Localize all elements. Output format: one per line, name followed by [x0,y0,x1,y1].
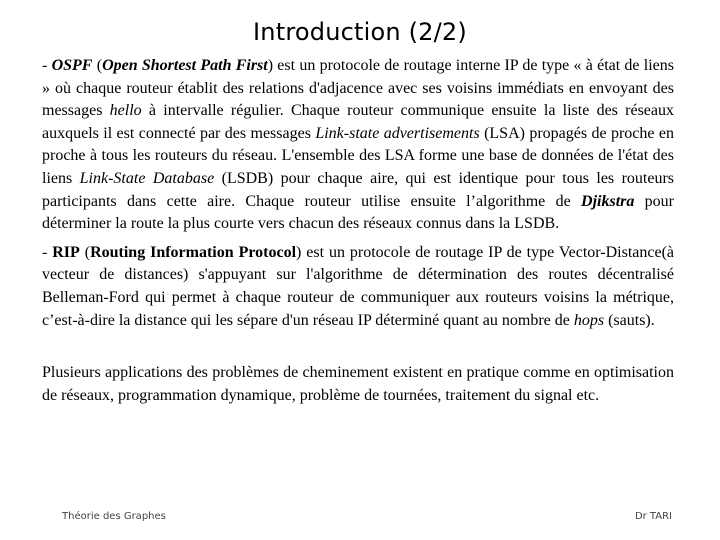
footer-left: Théorie des Graphes [62,511,166,522]
rip-open-paren: ( [79,243,91,261]
ospf-text-3: (LSA) propagés de proche en proche à tous les routeurs du réseau. L'ensemble des LSA forme une base de données de l'état des liens [42,124,674,187]
rip-full-name: Routing Information Protocol [90,243,297,261]
applications-paragraph: Plusieurs applications des problèmes de cheminement existent en pratique comme en optimisation de réseaux, programmation dynamique, problème de tournées, traitement du signal etc. [42,364,674,404]
rip-text-1: est un protocole de routage IP de type Vector-Distance(à vecteur de distances) s'appuyant sur l'algorithme de détermination des routes décentralisé Belleman-Ford qui permet à chaque routeur de communiquer aux routeurs voisins la métrique, c’est-à-dire la distance qui les sépare d'un réseau IP déterminé quant au nombre de [42,243,675,329]
ospf-hello: hello [109,102,142,120]
rip-prefix: - [42,243,53,261]
ospf-full-name: Open Shortest Path First [102,57,268,74]
slide-title: Introduction (2/2) [253,18,467,46]
rip-text-2: (sauts). [604,311,655,329]
ospf-text-5: pour déterminer la route la plus courte vers chacun des réseaux connus dans la LSDB. [42,192,675,233]
ospf-paragraph [42,55,674,236]
ospf-lsdb-term: Link-State Database [79,169,215,187]
ospf-text-1: est un protocole de routage interne IP de type « à état de liens » où chaque routeur établit des relations d'adjacence avec ses voisins immédiats en envoyant des messages [42,57,674,120]
ospf-open-paren: ( [92,57,103,74]
ospf-close-paren: ) [267,57,274,74]
rip-close-paren: ) [296,243,302,261]
paragraph-gap-large [42,332,674,362]
ospf-prefix: - [42,57,52,74]
rip-paragraph [42,242,674,332]
ospf-name: OSPF [51,57,93,74]
ospf-dijkstra: Djikstra [581,192,635,210]
ospf-text-4: (LSDB) pour chaque aire, qui est identique pour tous les routeurs participants dans cette aire. Chaque routeur utilise ensuite l’algorithme de [42,169,675,210]
ospf-text-2: à intervalle régulier. Chaque routeur communique ensuite la liste des réseaux auxquels il est connecté par des messages [42,102,674,142]
rip-hops: hops [573,311,605,329]
rip-name: RIP [52,243,80,261]
ospf-lsa-term: Link-state advertisements [315,124,480,142]
footer-right: Dr TARI [634,511,672,522]
slide-content [42,55,674,407]
